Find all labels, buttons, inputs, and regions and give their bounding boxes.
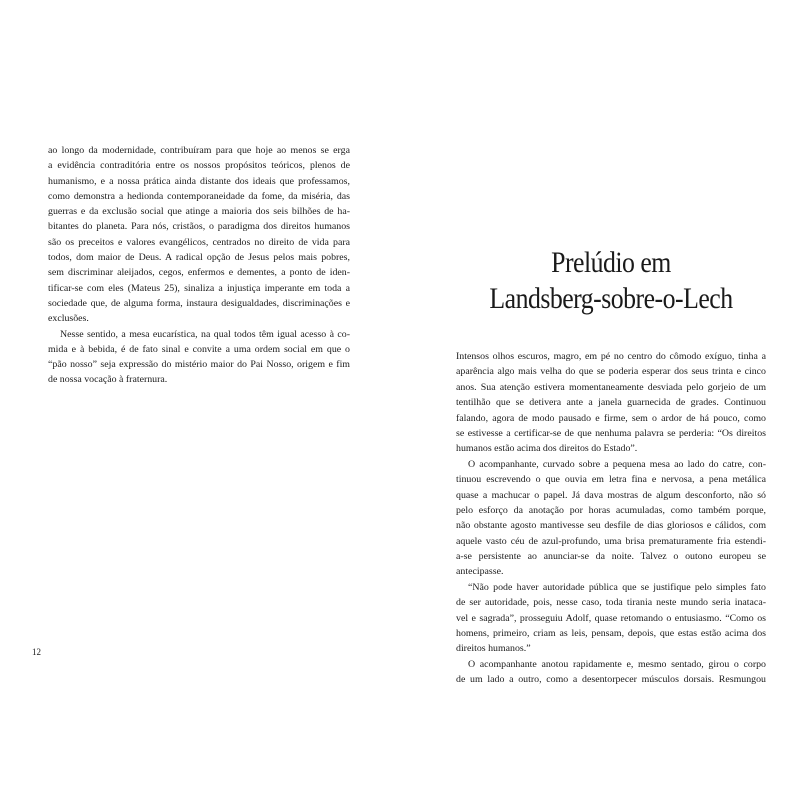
text-line: humanos estão acima dos direitos do Estado”.	[456, 443, 638, 455]
chapter-title	[478, 245, 745, 317]
text-line: antecipasse.	[456, 566, 504, 578]
text-line: bitantes do planeta. Para nós, cristãos, o paradigma dos direitos humanos	[48, 221, 350, 233]
text-line: aquele vasto céu de azul-profundo, uma brisa prematuramente fria estendi-	[456, 535, 766, 547]
text-line: Nesse sentido, a mesa eucarística, na qual todos têm igual acesso à co-	[60, 328, 350, 340]
text-line: se estivesse a certificar-se de que nenhuma palavra se perderia: “Os direitos	[456, 427, 766, 439]
text-line: O acompanhante, curvado sobre a pequena mesa ao lado do catre, con-	[468, 458, 766, 470]
chapter-title-line-2: Landsberg-sobre-o-Lech	[489, 282, 733, 315]
right-page-body-text	[456, 349, 766, 688]
page-number: 12	[32, 647, 41, 657]
text-line: direitos humanos.”	[456, 643, 531, 655]
text-line: pelo esforço da anotação por horas acumuladas, como também porque,	[456, 504, 766, 516]
text-line: não obstante agosto mantivesse seu desfile de dias gloriosos e cálidos, com	[456, 520, 766, 532]
text-line: de ser autoridade, pois, nesse caso, toda tirania neste mundo seria inataca-	[456, 597, 766, 609]
text-line: de um lado a outro, como a desentorpecer músculos dorsais. Resmungou	[456, 674, 766, 686]
text-line: O acompanhante anotou rapidamente e, mesmo sentado, girou o corpo	[468, 658, 766, 670]
text-line: “pão nosso” seja expressão do mistério maior do Pai Nosso, origem e fim	[48, 359, 350, 371]
text-line: sem discriminar aleijados, cegos, enfermos e dementes, a ponto de iden-	[48, 267, 350, 279]
text-line: tificar-se com eles (Mateus 25), sinaliza a injustiça imperante em toda a	[48, 282, 350, 294]
text-line: tentilhão que se detivera ante a janela guarnecida de grades. Continuou	[456, 397, 766, 409]
text-line: aparência algo mais velha do que se poderia esperar dos seus trinta e cinco	[456, 366, 766, 378]
text-line: de nossa vocação à fraternura.	[48, 374, 168, 386]
text-line: humanismo, e a nossa prática ainda distante dos ideais que professamos,	[48, 175, 350, 187]
text-line: tinuou escrevendo o que ouvia em letra fina e nervosa, a pena metálica	[456, 474, 766, 486]
text-line: mida e à bebida, é de fato sinal e convite a uma ordem social em que o	[48, 343, 350, 355]
chapter-title-line-1: Prelúdio em	[551, 246, 671, 279]
text-line: a evidência contraditória entre os nossos propósitos teóricos, plenos de	[48, 160, 350, 172]
left-page-body-text	[48, 143, 350, 388]
text-line: Intensos olhos escuros, magro, em pé no centro do cômodo exíguo, tinha a	[456, 351, 766, 362]
text-line: guerras e da exclusão social que atinge a maioria dos seis bilhões de ha-	[48, 206, 350, 218]
text-line: ao longo da modernidade, contribuíram para que hoje ao menos se erga	[48, 145, 350, 156]
text-line: “Não pode haver autoridade pública que se justifique pelo simples fato	[468, 581, 766, 593]
text-line: vel e sagrada”, prosseguiu Adolf, quase retomando o entusiasmo. “Como os	[456, 612, 766, 624]
text-line: quase a machucar o papel. Já dava mostras de algum desconforto, não só	[456, 489, 766, 501]
text-line: anos. Sua atenção estivera momentaneamente desviada pelo gorjeio de um	[456, 381, 766, 393]
text-line: a-se persistente ao anunciar-se da noite. Talvez o outono europeu se	[456, 551, 766, 563]
text-line: falando, agora de modo pausado e firme, sem o ardor de há pouco, como	[456, 412, 766, 424]
text-line: sociedade que, de alguma forma, instaura desigualdades, discriminações e	[48, 297, 350, 309]
text-line: como demonstra a hedionda contemporaneidade da fome, da miséria, das	[48, 190, 350, 202]
text-line: são os preceitos e valores evangélicos, centrados no direito de vida para	[48, 236, 350, 248]
text-line: homens, primeiro, criam as leis, pensam, depois, que estas estão acima dos	[456, 628, 766, 640]
text-line: todos, dom maior de Deus. A radical opção de Jesus pelos mais pobres,	[48, 252, 350, 264]
text-line: exclusões.	[48, 313, 89, 325]
